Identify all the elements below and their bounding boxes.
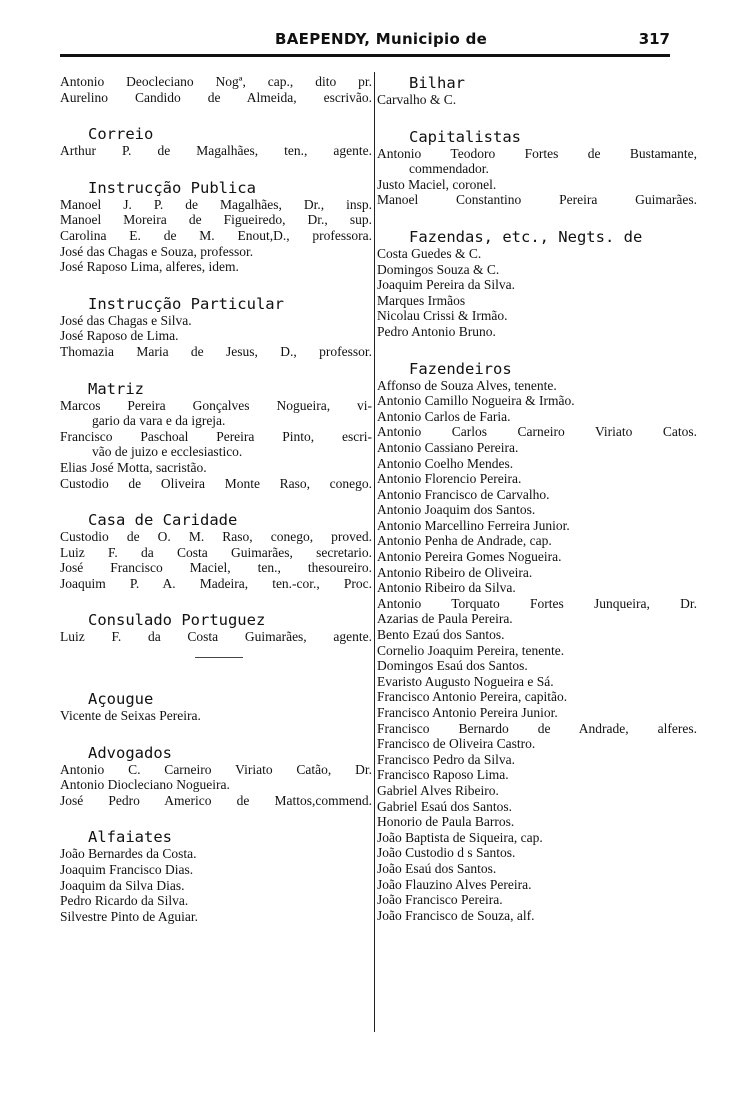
directory-entry: João Esaú dos Santos. — [377, 860, 497, 876]
section-heading: Instrucção Publica — [88, 178, 256, 197]
section-gap — [60, 275, 372, 295]
directory-entry: vão de juizo e ecclesiastico. — [92, 444, 243, 460]
section-heading: Bilhar — [409, 74, 465, 92]
directory-entry: Cornelio Joaquim Pereira, tenente. — [377, 642, 565, 658]
section-heading: Consulado Portuguez — [88, 611, 266, 630]
section-heading: Advogados — [88, 743, 172, 762]
directory-entry: Costa Guedes & C. — [377, 245, 482, 261]
directory-entry: Antonio Penha de Andrade, cap. — [377, 533, 552, 549]
section-gap — [377, 340, 697, 360]
directory-entry: Manoel Constantino Pereira Guimarães. — [377, 192, 697, 208]
section-gap — [60, 159, 372, 179]
directory-entry: Carolina E. de M. Enout,D., professora. — [60, 227, 372, 243]
directory-entry: Evaristo Augusto Nogueira e Sá. — [377, 673, 554, 689]
directory-entry: Arthur P. de Magalhães, ten., agente. — [60, 143, 372, 159]
directory-entry: Antonio Pereira Gomes Nogueira. — [377, 549, 562, 565]
directory-entry: José Pedro Americo de Mattos,commend. — [60, 792, 372, 808]
section-gap — [60, 808, 372, 828]
directory-entry: Luiz F. da Costa Guimarães, agente. — [60, 629, 372, 645]
page-number: 317 — [638, 30, 670, 48]
section-gap — [377, 208, 697, 228]
right-column — [377, 74, 697, 923]
directory-entry: Pedro Ricardo da Silva. — [60, 893, 189, 909]
section-heading: Alfaiates — [88, 828, 172, 847]
directory-entry: Antonio Ribeiro da Silva. — [377, 580, 516, 596]
directory-entry: Antonio Camillo Nogueira & Irmão. — [377, 393, 575, 409]
directory-entry: José Raposo de Lima. — [60, 328, 179, 344]
directory-entry: Custodio de O. M. Raso, conego, proved. — [60, 529, 372, 545]
directory-entry: Francisco de Oliveira Castro. — [377, 736, 536, 752]
directory-entry: José das Chagas e Souza, professor. — [60, 243, 254, 259]
directory-entry: Francisco Pedro da Silva. — [377, 751, 515, 767]
section-gap — [60, 105, 372, 125]
directory-entry: Antonio Coelho Mendes. — [377, 455, 514, 471]
directory-entry: Francisco Antonio Pereira, capitão. — [377, 689, 568, 705]
directory-entry: Antonio Francisco de Carvalho. — [377, 486, 550, 502]
directory-entry: Gabriel Alves Ribeiro. — [377, 782, 499, 798]
directory-entry: João Flauzino Alves Pereira. — [377, 876, 532, 892]
section-heading: Capitalistas — [409, 127, 521, 146]
directory-entry: João Baptista de Siqueira, cap. — [377, 829, 543, 845]
section-gap — [60, 360, 372, 380]
directory-entry: João Bernardes da Costa. — [60, 846, 197, 862]
section-gap — [60, 670, 372, 690]
directory-entry: Luiz F. da Costa Guimarães, secretario. — [60, 544, 372, 560]
directory-entry: Antonio Carlos de Faria. — [377, 408, 511, 424]
directory-entry: Domingos Souza & C. — [377, 261, 500, 277]
directory-entry: gario da vara e da igreja. — [92, 413, 226, 429]
directory-entry: Antonio Florencio Pereira. — [377, 471, 522, 487]
directory-entry: Antonio Deocleciano Nogª, cap., dito pr. — [60, 74, 372, 89]
section-gap — [60, 591, 372, 611]
directory-entry: José Raposo Lima, alferes, idem. — [60, 259, 239, 275]
directory-entry: Justo Maciel, coronel. — [377, 176, 497, 192]
directory-entry: Joaquim P. A. Madeira, ten.-cor., Proc. — [60, 575, 372, 591]
directory-entry: Antonio Torquato Fortes Junqueira, Dr. — [377, 595, 697, 611]
directory-entry: Bento Ezaú dos Santos. — [377, 627, 505, 643]
section-heading: Açougue — [88, 690, 154, 709]
section-gap — [60, 724, 372, 744]
directory-entry: José Francisco Maciel, ten., thesoureiro. — [60, 560, 372, 576]
directory-entry: José das Chagas e Silva. — [60, 312, 192, 328]
directory-entry: Joaquim Pereira da Silva. — [377, 277, 515, 293]
section-heading: Fazendas, etc., Negts. de — [409, 227, 643, 246]
directory-entry: Thomazia Maria de Jesus, D., professor. — [60, 343, 372, 359]
directory-entry: Azarias de Paula Pereira. — [377, 611, 513, 627]
left-column — [60, 74, 372, 924]
section-heading: Matriz — [88, 379, 144, 398]
section-heading: Casa de Caridade — [88, 511, 238, 530]
section-heading: Fazendeiros — [409, 359, 512, 378]
directory-entry: João Francisco Pereira. — [377, 892, 503, 908]
directory-entry: Francisco Antonio Pereira Junior. — [377, 705, 558, 720]
directory-entry: Vicente de Seixas Pereira. — [60, 708, 201, 724]
directory-entry: Manoel J. P. de Magalhães, Dr., insp. — [60, 196, 372, 212]
directory-entry: Antonio Ribeiro de Oliveira. — [377, 564, 533, 580]
directory-entry: Manoel Moreira de Figueiredo, Dr., sup. — [60, 212, 372, 228]
running-title: BAEPENDY, Municipio de — [275, 30, 488, 48]
directory-entry: João Custodio d s Santos. — [377, 845, 516, 861]
directory-entry: Antonio Diocleciano Nogueira. — [60, 777, 230, 793]
directory-entry: Joaquim da Silva Dias. — [60, 877, 185, 893]
directory-entry: commendador. — [409, 161, 489, 177]
directory-entry: Antonio C. Carneiro Viriato Catão, Dr. — [60, 761, 372, 777]
directory-entry: Joaquim Francisco Dias. — [60, 862, 194, 878]
section-gap — [60, 491, 372, 511]
directory-entry: Francisco Raposo Lima. — [377, 767, 509, 783]
section-heading: Correio — [88, 125, 154, 144]
column-divider — [374, 72, 375, 1032]
directory-entry: Elias José Motta, sacristão. — [60, 459, 207, 475]
directory-entry: Silvestre Pinto de Aguiar. — [60, 908, 198, 924]
directory-entry: Antonio Carlos Carneiro Viriato Catos. — [377, 424, 697, 440]
directory-entry: Antonio Joaquim dos Santos. — [377, 502, 536, 518]
directory-entry: Antonio Marcellino Ferreira Junior. — [377, 517, 570, 533]
directory-entry: Carvalho & C. — [377, 92, 457, 107]
header-rule — [60, 54, 670, 57]
directory-entry: Pedro Antonio Bruno. — [377, 323, 496, 339]
directory-entry: Custodio de Oliveira Monte Raso, conego. — [60, 475, 372, 491]
directory-entry: Antonio Cassiano Pereira. — [377, 439, 519, 455]
section-gap — [377, 108, 697, 128]
directory-entry: Honorio de Paula Barros. — [377, 814, 515, 830]
directory-entry: Domingos Esaú dos Santos. — [377, 658, 528, 674]
directory-entry: Nicolau Crissi & Irmão. — [377, 308, 508, 324]
directory-entry: Aurelino Candido de Almeida, escrivão. — [60, 89, 372, 105]
directory-entry: João Francisco de Souza, alf. — [377, 907, 535, 923]
directory-entry: Francisco Bernardo de Andrade, alferes. — [377, 720, 697, 736]
directory-entry: Antonio Teodoro Fortes de Bustamante, — [377, 145, 697, 161]
directory-entry: Affonso de Souza Alves, tenente. — [377, 377, 557, 393]
directory-entry: Marcos Pereira Gonçalves Nogueira, vi- — [60, 397, 372, 413]
directory-entry: Gabriel Esaú dos Santos. — [377, 798, 512, 814]
page-header — [60, 30, 700, 52]
directory-entry: Francisco Paschoal Pereira Pinto, escri- — [60, 428, 372, 444]
section-gap — [60, 658, 372, 670]
directory-entry: Marques Irmãos — [377, 292, 466, 308]
section-heading: Instrucção Particular — [88, 294, 284, 313]
